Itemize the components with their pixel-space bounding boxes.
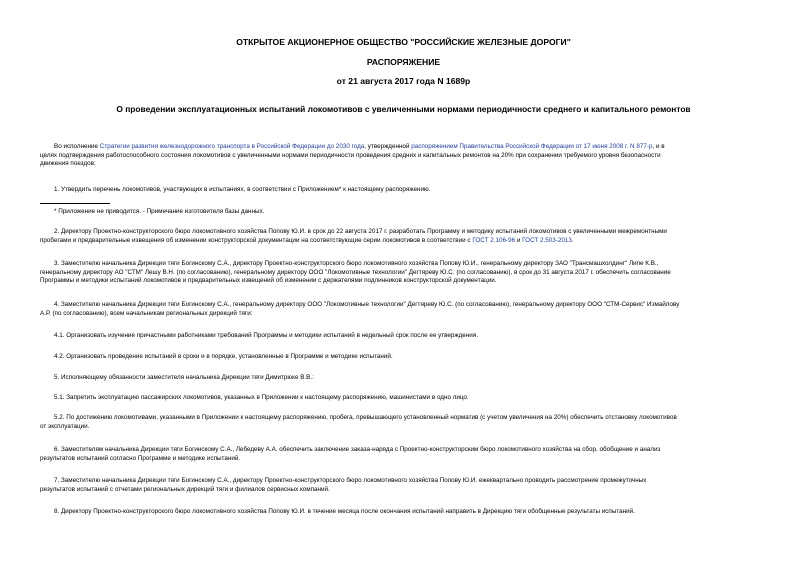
item-7: 7. Заместителю начальника Дирекции тяги Богинскому С.А., директору Проектно-конструкторского бюро локомотивного хозяйства Попову Ю.И. ежеквартально проводить рассмотрение промежуточных результатов испытаний с отчетами региональных дирекций тяги и филиалов сервисных компаний. [40,477,647,493]
item-5: 5. Исполняющему обязанности заместителя начальника Дирекции тяги Димитрюке В.В.: [54,374,314,381]
organization-name: ОТКРЫТОЕ АКЦИОНЕРНОЕ ОБЩЕСТВО "РОССИЙСКИЕ ЖЕЛЕЗНЫЕ ДОРОГИ" [236,37,571,47]
item-5-2: 5.2. По достижению локомотивами, указанными в Приложении к настоящему распоряжению, пробега, превышающего установленный норматив (с учетом увеличения на 20%) обеспечить отстановку локомотивов от эксплуатации. [40,414,677,430]
document-date-number: от 21 августа 2017 года N 1689р [336,76,471,86]
item-8: 8. Директору Проектно-конструкторского бюро локомотивного хозяйства Попову Ю.И. в течение месяца после окончания испытаний направить в Дирекцию тяги обобщенные результаты испытаний. [54,508,635,515]
item-4: 4. Заместителю начальника Дирекции тяги Богинскому С.А., генеральному директору ООО "Локомотивные технологии" Дегтяреву Ю.С. (по согласованию), генеральному директору ООО "СТМ-Сервис" Измайлову А.Р. (по согласованию), всем начальникам региональных дирекций тяги: [40,301,680,317]
government-order-link[interactable]: распоряжением Правительства Российской Федерации от 17 июня 2008 г. N 877-р [411,143,653,150]
item-4-2: 4.2. Организовать проведение испытаний в сроки и в порядке, установленные в Программе и методике испытаний. [54,353,393,360]
item-6: 6. Заместителям начальника Дирекции тяги Богинскому С.А., Лебедеву А.А. обеспечить заключение заказа-наряда с Проектно-конструкторским бюро локомотивного хозяйства на сбор, обобщение и анализ результатов испытаний согласно Программе и методике испытаний. [40,446,661,462]
footnote-divider [40,203,110,204]
footnote: * Приложение не приводится. - Примечание изготовителя базы данных. [54,208,265,215]
document-title: О проведении эксплуатационных испытаний локомотивов с увеличенными нормами периодичности среднего и капитального ремонтов [116,104,691,114]
gost-2-503-link[interactable]: ГОСТ 2.503-2013 [522,236,572,244]
item-2: 2. Директору Проектно-конструкторского бюро локомотивного хозяйства Попову Ю.И. в срок до 22 августа 2017 г. разработать Программу и методику испытаний локомотивов с увеличенными межремонтными пробегами и предварительные извещения об изменении конструкторской документации на соответствующие серии локомотивов в соответствии с ГОСТ 2.106-96 и ГОСТ 2.503-2013. [40,228,667,244]
strategy-link[interactable]: Стратегии развития железнодорожного транспорта в Российской Федерации до 2030 года [99,143,365,150]
document-type: РАСПОРЯЖЕНИЕ [366,57,441,67]
intro-paragraph: Во исполнение Стратегии развития железнодорожного транспорта в Российской Федерации до 2030 года, утвержденной распоряжением Правительства Российской Федерации от 17 июня 2008 г. N 877-р, и в целях подтверждения работоспособного состояния локомотивов с увеличенными нормами периодичности проведения средних и капитальных ремонтов на 20% при сохранении требуемого уровня безопасности движения поездов: [40,143,665,168]
gost-2-106-link[interactable]: ГОСТ 2.106-96 [472,236,516,244]
item-3: 3. Заместителю начальника Дирекции тяги Богинскому С.А., директору Проектно-конструкторского бюро локомотивного хозяйства Попову Ю.И., генеральному директору ЗАО "Трансмашхолдинг" Липе К.В., генеральному директору АО "СТМ" Лешу В.Н. (по согласованию), генеральному директору ООО "Локомотивные технологии" Дегтяреву Ю.С. (по согласованию), в срок до 31 августа 2017 г. обеспечить согласование Программы и методики испытаний локомотивов и предварительных извещений об изменении с держателями подлинников конструкторской документации. [40,260,671,285]
item-5-1: 5.1. Запретить эксплуатацию пассажирских локомотивов, указанных в Приложении к настоящему распоряжению, машинистами в одно лицо. [54,394,469,401]
item-4-1: 4.1. Организовать изучение причастными работниками требований Программы и методики испытаний в недельный срок после ее утверждения. [54,332,478,339]
item-1: 1. Утвердить перечень локомотивов, участвующих в испытаниях, в соответствии с Приложением* к настоящему распоряжению. [54,186,431,193]
